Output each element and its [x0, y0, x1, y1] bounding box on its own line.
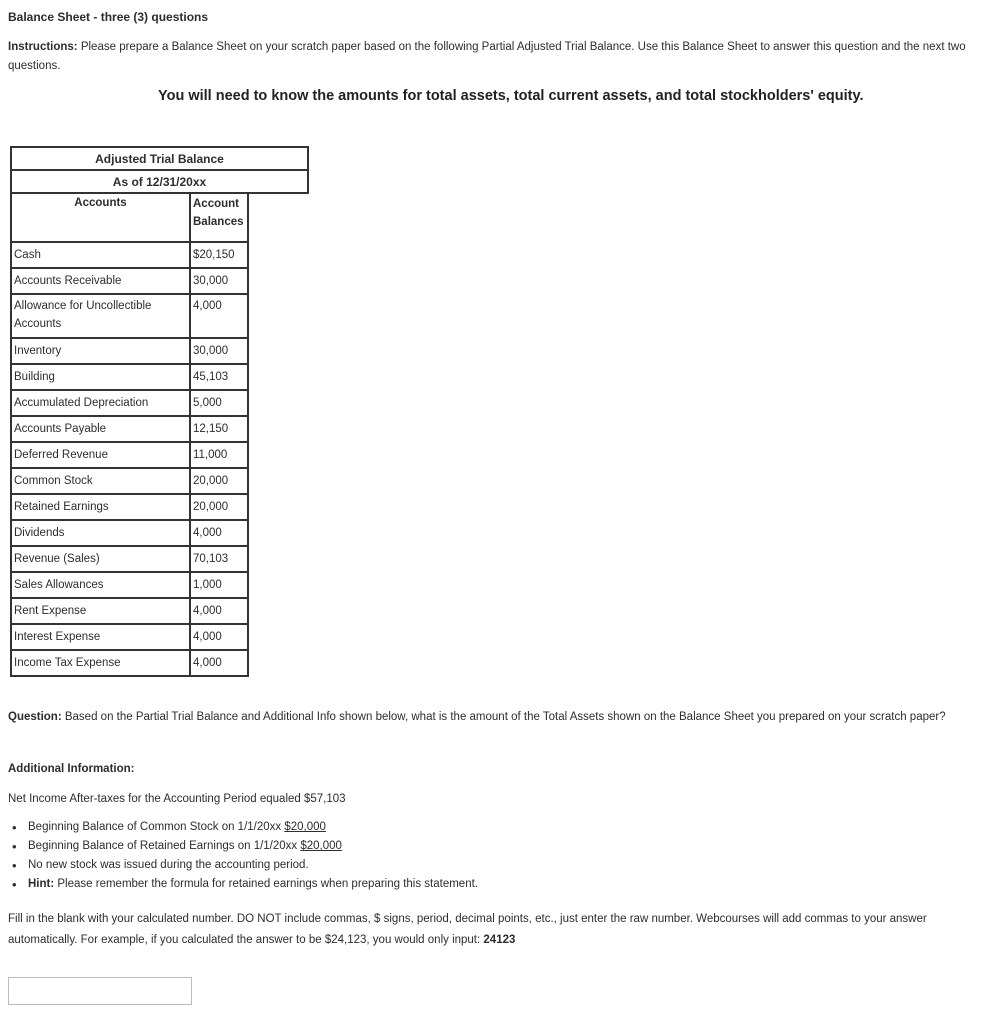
account-name: Accumulated Depreciation	[11, 390, 190, 416]
account-name: Inventory	[11, 338, 190, 364]
table-row	[11, 416, 308, 442]
table-row	[11, 294, 308, 338]
need-to-know-note: You will need to know the amounts for total assets, total current assets, and total stockholders' equity.	[158, 88, 864, 104]
account-balance: 20,000	[190, 468, 248, 494]
list-item	[28, 837, 478, 856]
account-name: Accounts Receivable	[11, 268, 190, 294]
account-balance: 4,000	[190, 294, 248, 338]
account-balance: 12,150	[190, 416, 248, 442]
column-header-accounts: Accounts	[11, 193, 190, 242]
account-name: Accounts Payable	[11, 416, 190, 442]
table-row	[11, 520, 308, 546]
account-balance: 45,103	[190, 364, 248, 390]
account-name-line2: Accounts	[14, 318, 62, 330]
list-item	[28, 856, 478, 875]
account-name: Interest Expense	[11, 624, 190, 650]
bullet-text: Beginning Balance of Retained Earnings on 1/1/20xx	[28, 840, 301, 852]
table-row	[11, 624, 308, 650]
column-header-balances	[190, 193, 248, 242]
trial-balance-date: As of 12/31/20xx	[11, 170, 308, 193]
account-name: Common Stock	[11, 468, 190, 494]
table-row	[11, 494, 308, 520]
table-row	[11, 650, 308, 676]
instructions-label: Instructions:	[8, 41, 78, 53]
bullet-text: Beginning Balance of Common Stock on 1/1/20xx	[28, 821, 285, 833]
fill-in-example: 24123	[483, 934, 516, 946]
column-header-balances-line1: Account	[193, 198, 239, 210]
table-row	[11, 390, 308, 416]
list-item	[28, 875, 478, 894]
table-row	[11, 364, 308, 390]
account-name	[11, 294, 190, 338]
account-balance: 11,000	[190, 442, 248, 468]
instructions-text: Please prepare a Balance Sheet on your scratch paper based on the following Partial Adjusted Trial Balance. Use this Balance Sheet to answer this question and the next two questions.	[8, 41, 966, 72]
account-balance: 30,000	[190, 268, 248, 294]
question-text	[8, 708, 993, 727]
hint-label: Hint:	[28, 878, 55, 890]
trial-balance-title: Adjusted Trial Balance	[11, 147, 308, 170]
table-row	[11, 598, 308, 624]
account-balance: 30,000	[190, 338, 248, 364]
instructions	[8, 38, 996, 76]
bullet-text: No new stock was issued during the accounting period.	[28, 859, 309, 871]
fill-in-instructions	[8, 909, 998, 951]
account-name: Dividends	[11, 520, 190, 546]
table-row	[11, 268, 308, 294]
account-name: Retained Earnings	[11, 494, 190, 520]
account-balance: 5,000	[190, 390, 248, 416]
question-label: Question:	[8, 711, 62, 723]
account-balance: 4,000	[190, 598, 248, 624]
trial-balance-table	[10, 146, 309, 677]
table-row	[11, 546, 308, 572]
account-balance: 1,000	[190, 572, 248, 598]
table-row	[11, 242, 308, 268]
account-name: Cash	[11, 242, 190, 268]
answer-input[interactable]	[8, 977, 192, 1005]
account-balance: 4,000	[190, 624, 248, 650]
account-name: Sales Allowances	[11, 572, 190, 598]
bullet-amount: $20,000	[284, 821, 326, 833]
account-name: Building	[11, 364, 190, 390]
account-balance: $20,150	[190, 242, 248, 268]
table-row	[11, 442, 308, 468]
account-name-line1: Allowance for Uncollectible	[14, 300, 152, 312]
account-balance: 70,103	[190, 546, 248, 572]
account-name: Rent Expense	[11, 598, 190, 624]
net-income-note: Net Income After-taxes for the Accounting Period equaled $57,103	[8, 793, 346, 805]
account-balance: 20,000	[190, 494, 248, 520]
question-body: Based on the Partial Trial Balance and Additional Info shown below, what is the amount of the Total Assets shown on the Balance Sheet you prepared on your scratch paper?	[61, 711, 946, 723]
page-title: Balance Sheet - three (3) questions	[8, 10, 209, 24]
fill-in-text: Fill in the blank with your calculated number. DO NOT include commas, $ signs, period, decimal points, etc., just enter the raw number. Webcourses will add commas to your answer automatically. For example, if you calculated the answer to be $24,123, you would only input:	[8, 913, 927, 946]
table-row	[11, 338, 308, 364]
account-name: Income Tax Expense	[11, 650, 190, 676]
bullet-amount: $20,000	[300, 840, 342, 852]
account-name: Revenue (Sales)	[11, 546, 190, 572]
table-row	[11, 572, 308, 598]
account-balance: 4,000	[190, 650, 248, 676]
additional-info-list	[8, 818, 478, 894]
table-row	[11, 468, 308, 494]
account-name: Deferred Revenue	[11, 442, 190, 468]
bullet-text: Please remember the formula for retained earnings when preparing this statement.	[54, 878, 478, 890]
list-item	[28, 818, 478, 837]
column-header-balances-line2: Balances	[193, 216, 244, 228]
account-balance: 4,000	[190, 520, 248, 546]
additional-info-heading: Additional Information:	[8, 763, 135, 775]
